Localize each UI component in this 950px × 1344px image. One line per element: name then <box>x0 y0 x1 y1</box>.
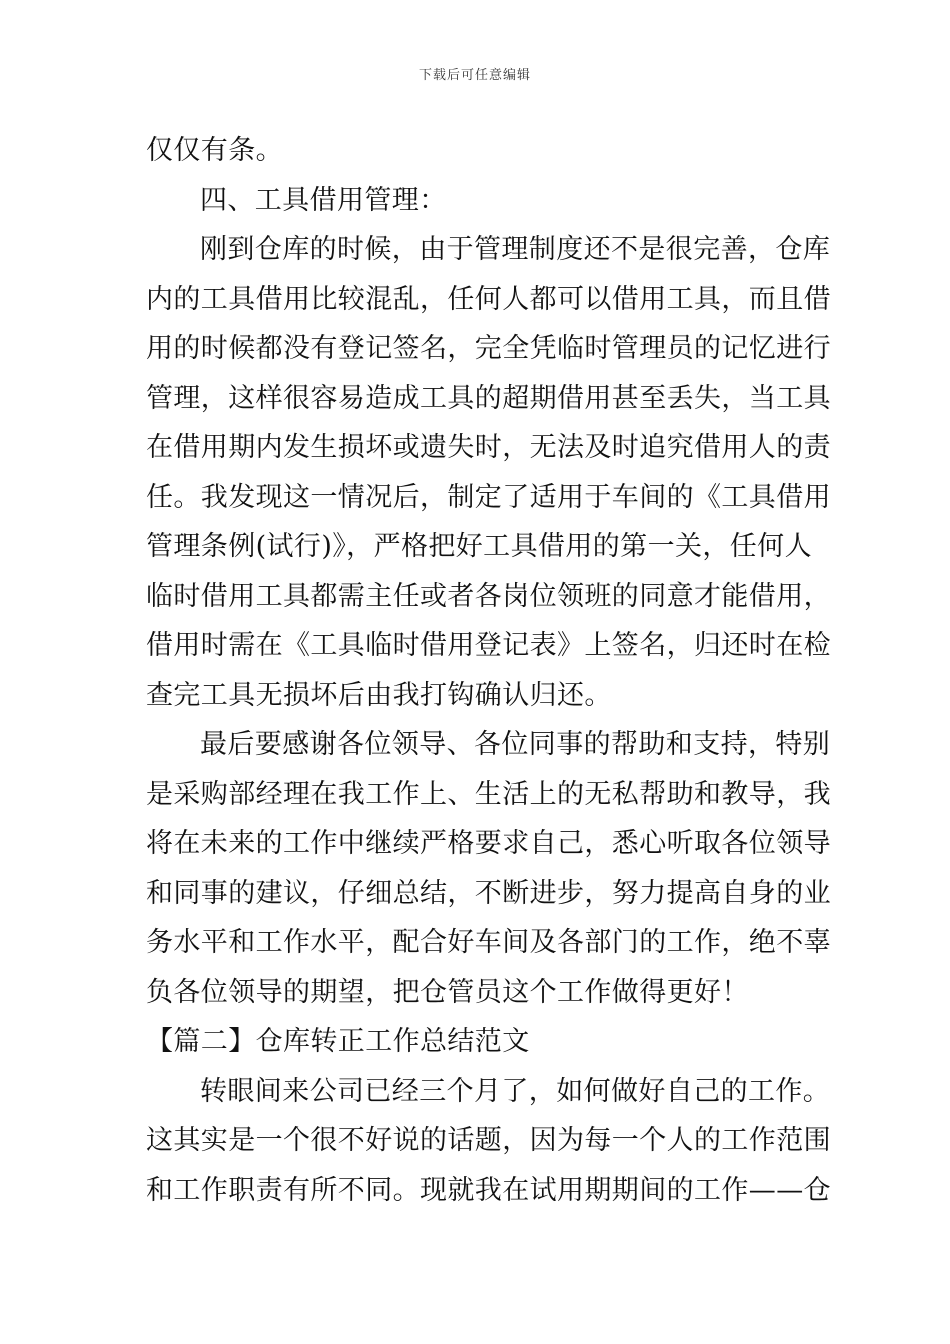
text-line: 任。我发现这一情况后，制定了适用于车间的《工具借用 <box>146 481 831 513</box>
text-line: 和工作职责有所不同。现就我在试用期期间的工作——仓 <box>146 1174 831 1206</box>
text-line: 借用时需在《工具临时借用登记表》上签名，归还时在检 <box>146 630 831 661</box>
article-title: 【篇二】仓库转正工作总结范文 <box>146 1026 530 1057</box>
section-heading: 四、工具借用管理： <box>200 184 447 216</box>
text-line: 临时借用工具都需主任或者各岗位领班的同意才能借用， <box>146 580 831 612</box>
text-line: 查完工具无损坏后由我打钩确认归还。 <box>146 679 612 711</box>
text-line: 用的时候都没有登记签名，完全凭临时管理员的记忆进行 <box>146 333 831 364</box>
text-line: 管理，这样很容易造成工具的超期借用甚至丢失，当工具 <box>146 382 831 414</box>
page-header: 下载后可任意编辑 <box>418 68 531 83</box>
text-line: 务水平和工作水平，配合好车间及各部门的工作，绝不辜 <box>146 927 831 958</box>
text-line: 和同事的建议，仔细总结，不断进步，努力提高自身的业 <box>146 877 831 909</box>
text-line: 将在未来的工作中继续严格要求自己，悉心听取各位领导 <box>146 828 831 859</box>
text-line: 这其实是一个很不好说的话题，因为每一个人的工作范围 <box>146 1125 831 1156</box>
text-line: 在借用期内发生损坏或遗失时，无法及时追究借用人的责 <box>146 432 831 463</box>
text-line: 内的工具借用比较混乱，任何人都可以借用工具，而且借 <box>146 283 831 315</box>
text-line: 刚到仓库的时候，由于管理制度还不是很完善，仓库 <box>200 234 831 265</box>
text-line: 是采购部经理在我工作上、生活上的无私帮助和教导，我 <box>146 778 831 810</box>
text-line: 转眼间来公司已经三个月了，如何做好自己的工作。 <box>200 1075 831 1107</box>
document-body <box>146 126 831 1215</box>
text-line: 仅仅有条。 <box>146 135 283 166</box>
text-line: 最后要感谢各位领导、各位同事的帮助和支持，特别 <box>200 729 831 760</box>
text-line: 负各位领导的期望，把仓管员这个工作做得更好！ <box>146 976 749 1008</box>
text-line: 管理条例(试行)》，严格把好工具借用的第一关，任何人 <box>146 531 812 562</box>
